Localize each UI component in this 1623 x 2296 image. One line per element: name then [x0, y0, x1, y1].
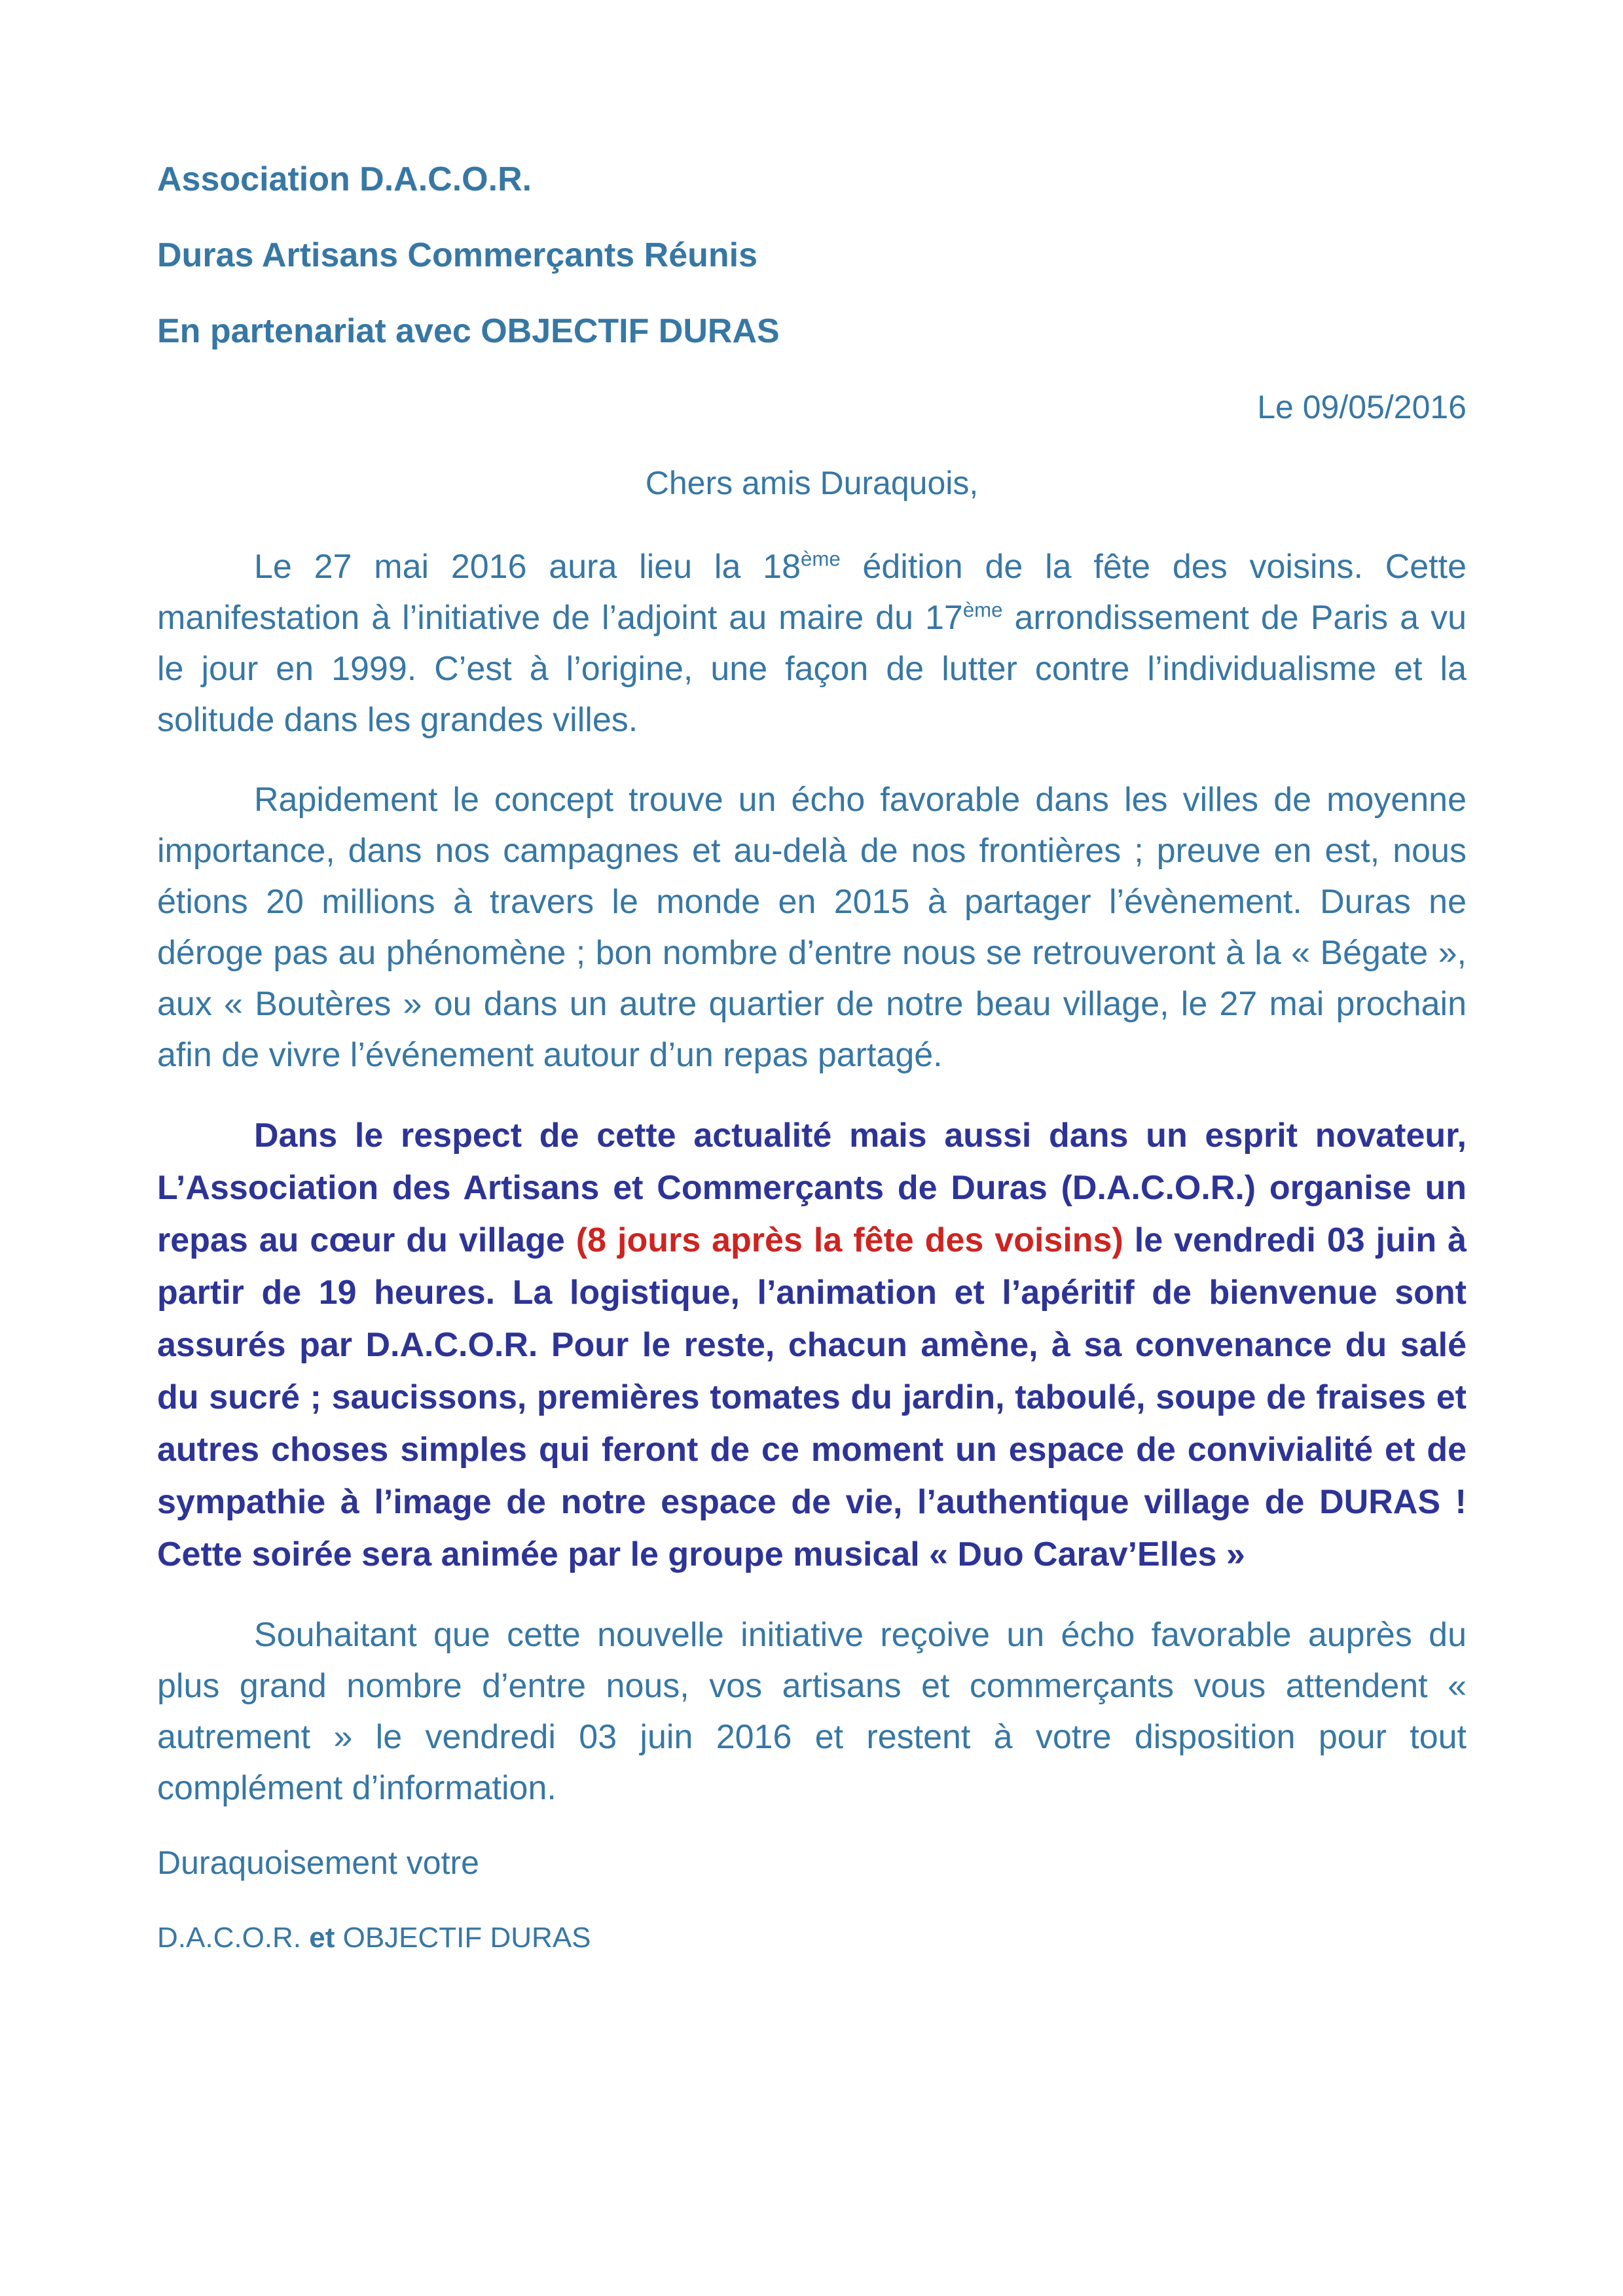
text-run: D.A.C.O.R. — [157, 1922, 310, 1954]
text-run: Souhaitant que cette nouvelle initiative reçoive un écho favorable auprès du plus grand nombre d’entre nous, vos artisans et commerçants vous attendent « autrement » le vendredi 03 juin 2016 et restent à votre disposition pour tout complément d’information. — [157, 1616, 1467, 1807]
date-line: Le 09/05/2016 — [1257, 389, 1467, 425]
paragraph-2 — [157, 774, 1467, 1081]
text-run: Rapidement le concept trouve un écho favorable dans les villes de moyenne importance, dans nos campagnes et au-delà de nos frontières ; preuve en est, nous étions 20 millions à travers le monde en 2015 à partager l’évènement. Duras ne déroge pas au phénomène ; bon nombre d’entre nous se retrouveront à la « Bégate », aux « Boutères » ou dans un autre quartier de notre beau village, le 27 mai prochain afin de vivre l’événement autour d’un repas partagé. — [157, 781, 1467, 1074]
paragraph-1 — [157, 541, 1467, 745]
letterhead — [157, 159, 1467, 351]
text-run: le vendredi 03 juin à partir de 19 heures. La logistique, l’animation et l’apéritif de bienvenue sont assurés par D.A.C.O.R. Pour le reste, chacun amène, à sa convenance du salé du sucré ; saucissons, premières tomates du jardin, taboulé, soupe de fraises et autres choses simples qui feront de ce moment un espace de convivialité et de sympathie à l’image de notre espace de vie, l’authentique village de DURAS ! Cette soirée sera animée par le groupe musical « Duo Carav’Elles » — [157, 1221, 1467, 1573]
superscript-text-run: ème — [962, 598, 1003, 622]
text-run: (8 jours après la fête des voisins) — [575, 1221, 1123, 1259]
text-run: OBJECTIF DURAS — [335, 1922, 591, 1954]
letterhead-line-full-name: Duras Artisans Commerçants Réunis — [157, 236, 758, 274]
text-run: Le 27 mai 2016 aura lieu la 18 — [254, 548, 801, 586]
text-run: édition de la fête des voisins. Cette manifestation à l’initiative de l’adjoint au maire du 17 — [157, 548, 1467, 637]
paragraph-3-emphasis — [157, 1109, 1467, 1581]
paragraph-4 — [157, 1609, 1467, 1814]
letter-body — [157, 541, 1467, 1814]
text-run: arrondissement de Paris a vu le jour en 1999. C’est à l’origine, une façon de lutter contre l’individualisme et la solitude dans les grandes villes. — [157, 599, 1467, 739]
superscript-text-run: ème — [801, 547, 841, 571]
text-run: et — [309, 1922, 335, 1954]
signature-line — [157, 1920, 1467, 1956]
closing-line: Duraquoisement votre — [157, 1844, 479, 1881]
letterhead-line-partnership: En partenariat avec OBJECTIF DURAS — [157, 312, 780, 350]
salutation: Chers amis Duraquois, — [645, 465, 979, 501]
text-run: Dans le respect de cette actualité mais aussi dans un esprit novateur, L’Association des Artisans et Commerçants de Duras (D.A.C.O.R.) organise un repas au cœur du village — [157, 1117, 1467, 1259]
letterhead-line-association: Association D.A.C.O.R. — [157, 160, 532, 198]
